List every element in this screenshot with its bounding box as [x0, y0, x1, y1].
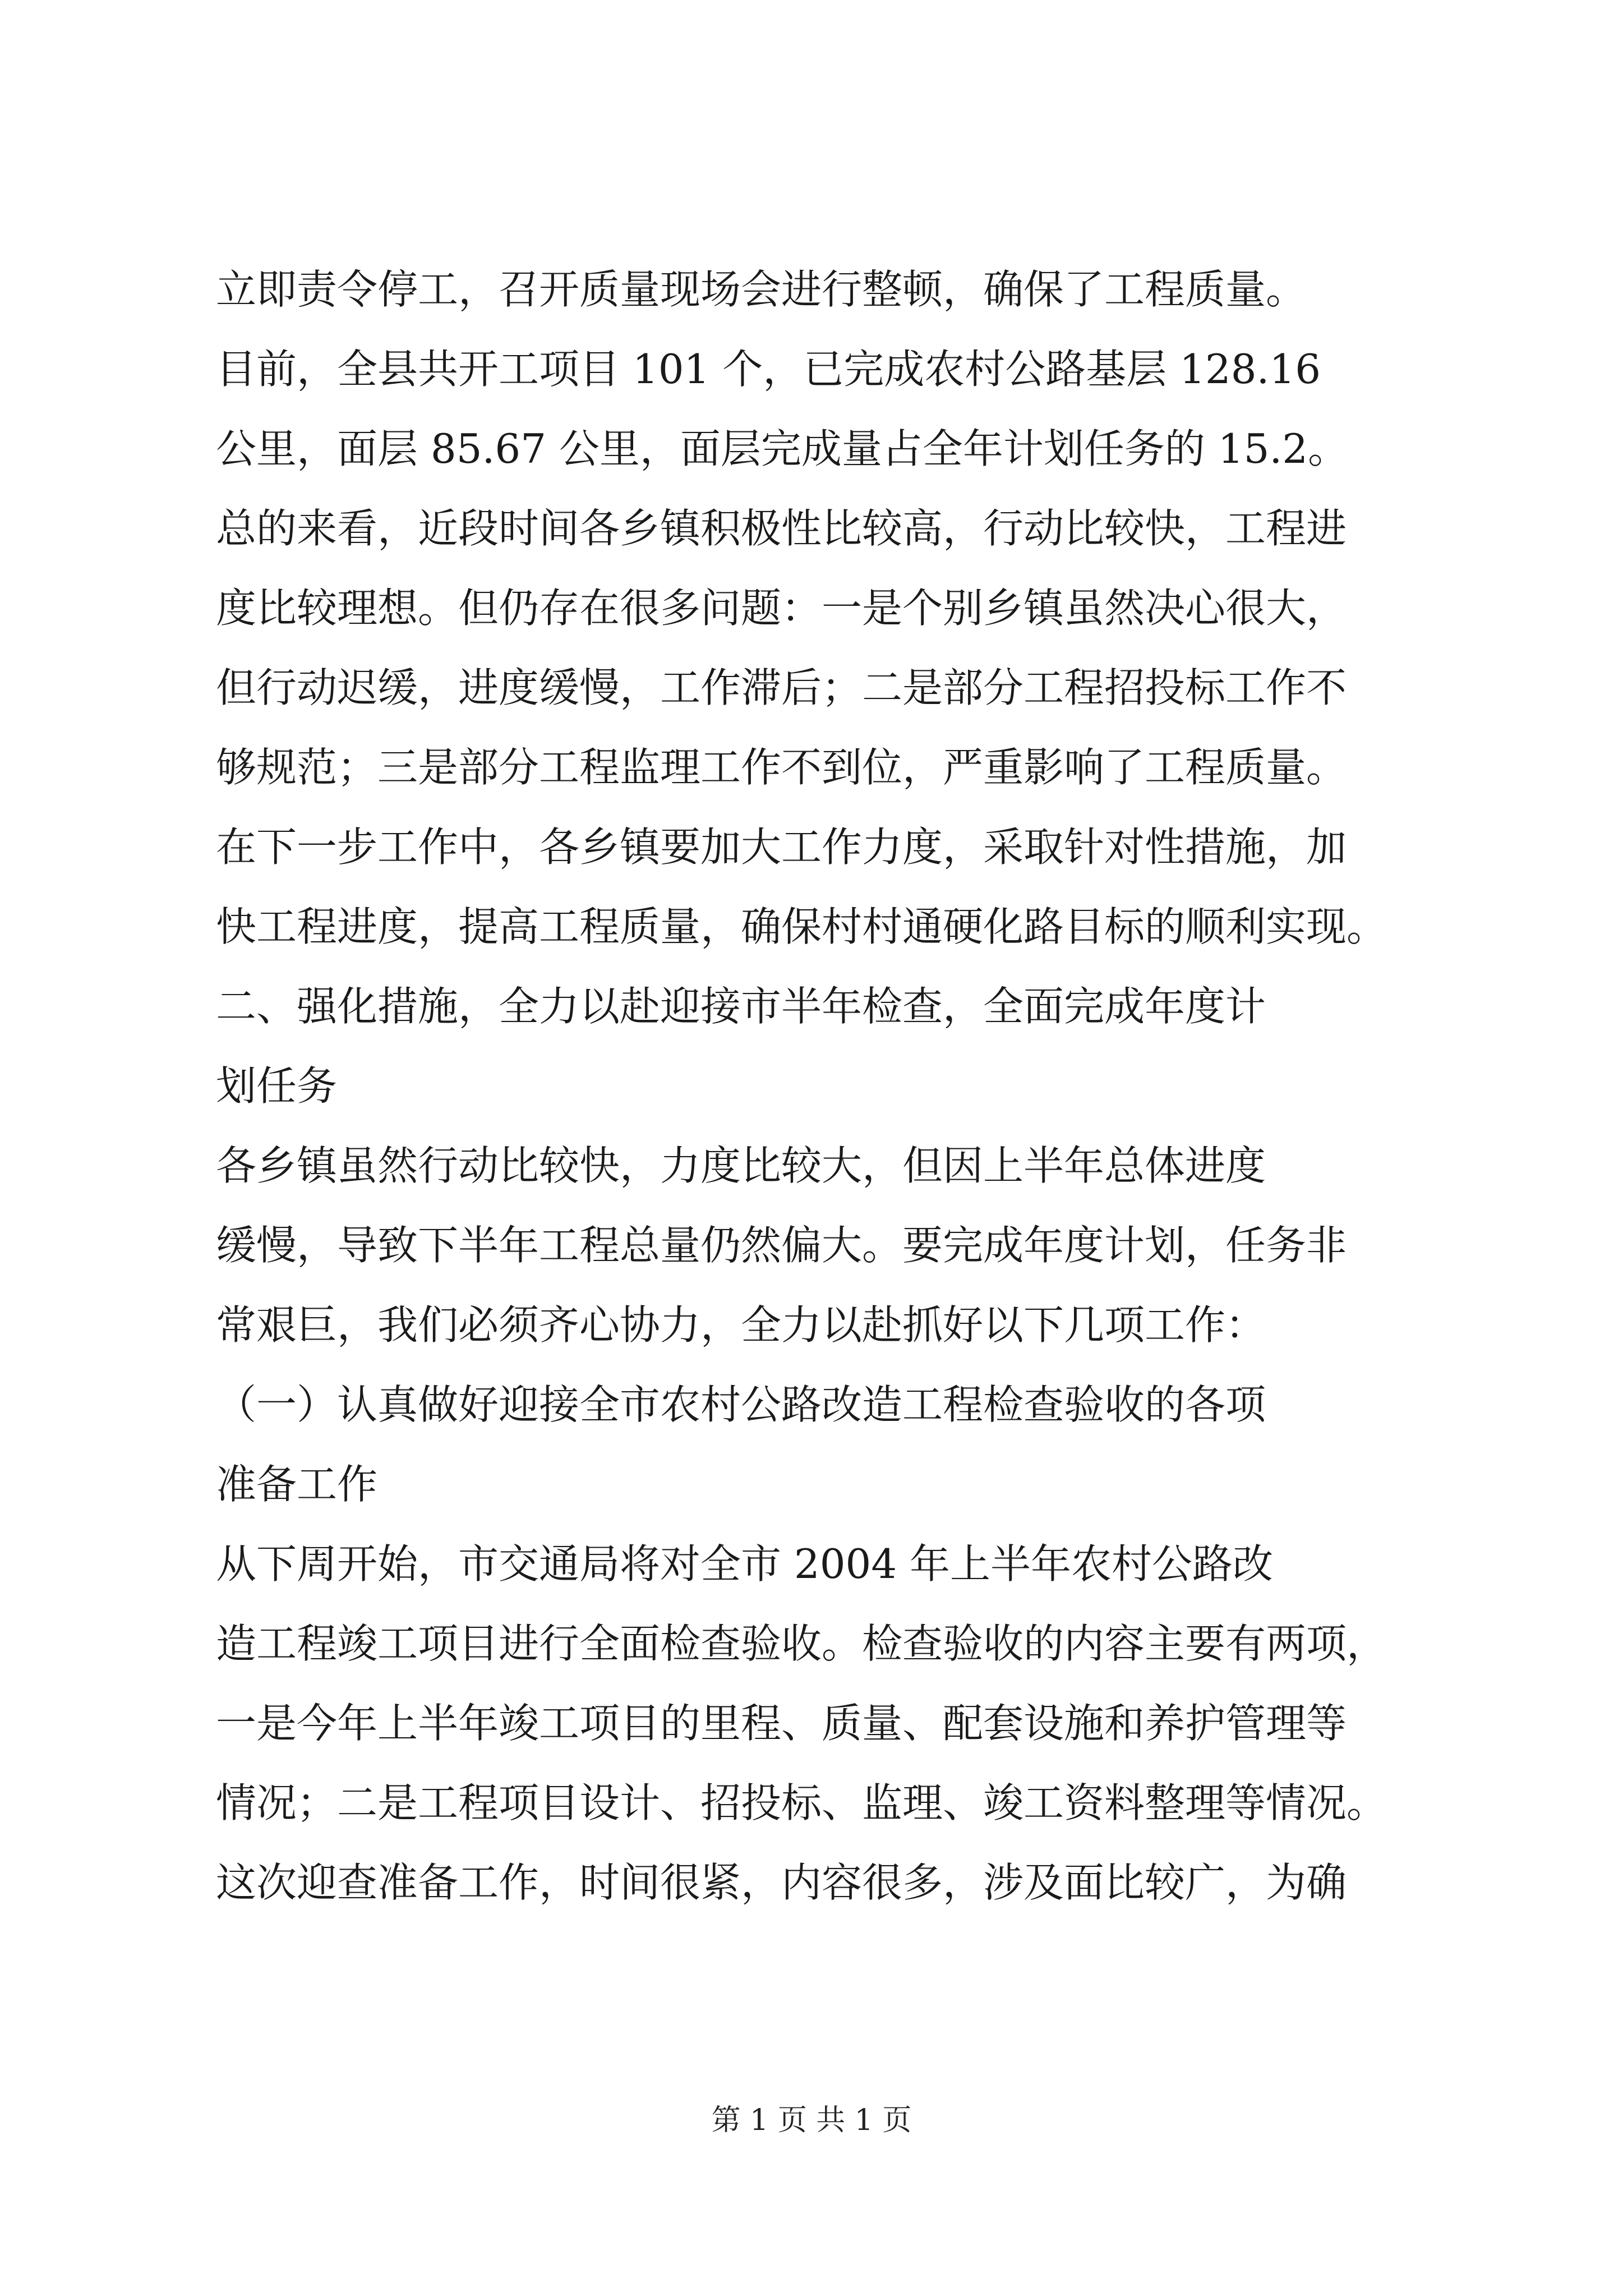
- document-body: [216, 250, 1422, 1922]
- text-line: 够规范；三是部分工程监理工作不到位，严重影响了工程质量。: [216, 744, 1347, 791]
- text-line: 目前，全县共开工项目 101 个，已完成农村公路基层 128.16: [216, 346, 1321, 393]
- text-line: 在下一步工作中，各乡镇要加大工作力度，采取针对性措施，加: [216, 823, 1347, 871]
- subsection-heading-line: 准备工作: [216, 1461, 378, 1508]
- text-line: 立即责令停工，召开质量现场会进行整顿，确保了工程质量。: [216, 266, 1307, 313]
- text-line: 情况；二是工程项目设计、招投标、监理、竣工资料整理等情况。: [216, 1779, 1387, 1826]
- text-line: 常艰巨，我们必须齐心协力，全力以赴抓好以下几项工作：: [216, 1301, 1266, 1349]
- subsection-heading-line: （一）认真做好迎接全市农村公路改造工程检查验收的各项: [216, 1381, 1266, 1428]
- text-line: 一是今年上半年竣工项目的里程、质量、配套设施和养护管理等: [216, 1700, 1347, 1747]
- text-line: 造工程竣工项目进行全面检查验收。检查验收的内容主要有两项，: [216, 1620, 1387, 1667]
- text-line: 度比较理想。但仍存在很多问题：一是个别乡镇虽然决心很大，: [216, 585, 1347, 632]
- text-line: 各乡镇虽然行动比较快，力度比较大，但因上半年总体进度: [216, 1142, 1266, 1189]
- text-line: 这次迎查准备工作，时间很紧，内容很多，涉及面比较广，为确: [216, 1859, 1347, 1906]
- section-heading-line: 二、强化措施，全力以赴迎接市半年检查，全面完成年度计: [216, 983, 1266, 1030]
- section-heading-line: 划任务: [216, 1062, 338, 1110]
- text-line: 缓慢，导致下半年工程总量仍然偏大。要完成年度计划，任务非: [216, 1222, 1347, 1269]
- page-footer: 第 1 页 共 1 页: [711, 2104, 912, 2137]
- text-line: 快工程进度，提高工程质量，确保村村通硬化路目标的顺利实现。: [216, 903, 1387, 950]
- text-line: 公里，面层 85.67 公里，面层完成量占全年计划任务的 15.2。: [216, 425, 1349, 472]
- text-line: 总的来看，近段时间各乡镇积极性比较高，行动比较快，工程进: [216, 505, 1347, 552]
- text-line: 从下周开始，市交通局将对全市 2004 年上半年农村公路改: [216, 1540, 1274, 1588]
- text-line: 但行动迟缓，进度缓慢，工作滞后；二是部分工程招投标工作不: [216, 664, 1347, 711]
